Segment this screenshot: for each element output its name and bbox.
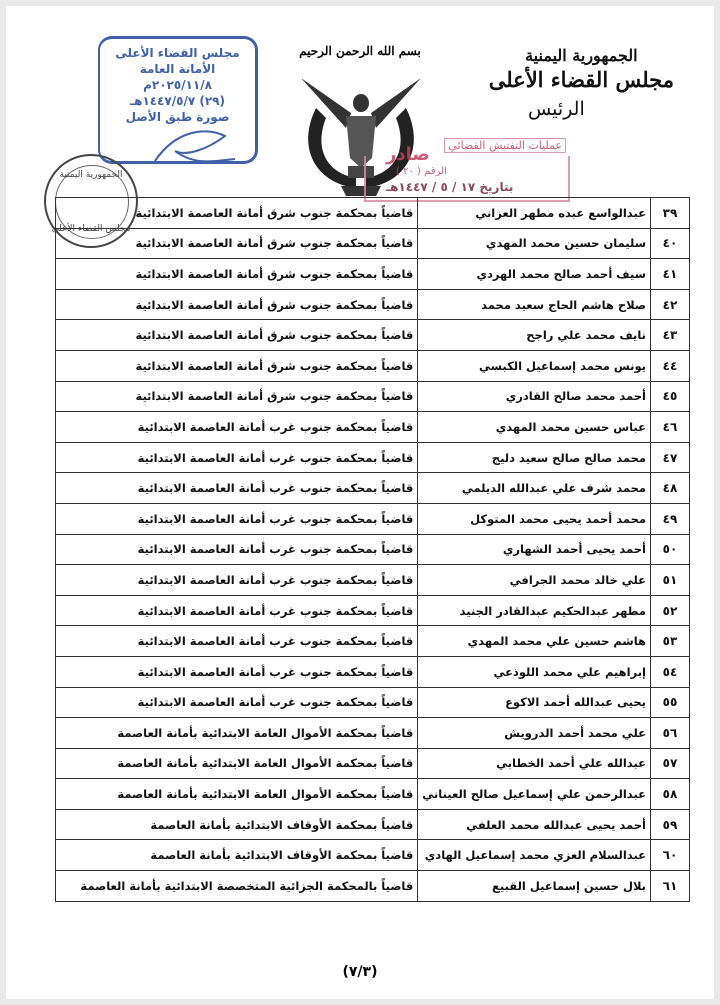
letterhead-office: الرئيس (527, 98, 585, 120)
judge-name: عبدالله علي أحمد الخطابي (418, 748, 651, 779)
judge-name: بلال حسين إسماعيل القبيع (418, 871, 651, 902)
row-number: ٥٨ (651, 779, 690, 810)
judge-position: قاضياً بمحكمة جنوب شرق أمانة العاصمة الابتدائية (56, 289, 418, 320)
judge-name: سليمان حسين محمد المهدي (418, 228, 651, 259)
judge-name: محمد صالح صالح سعيد دليج (418, 442, 651, 473)
row-number: ٤٤ (651, 350, 690, 381)
row-number: ٦١ (651, 871, 690, 902)
stamp-line: (٢٩) ١٤٤٧/٥/٧هـ (130, 94, 225, 108)
table-row (56, 381, 690, 412)
judge-name: يحيى عبدالله أحمد الاكوع (418, 687, 651, 718)
judge-position: قاضياً بمحكمة جنوب شرق أمانة العاصمة الابتدائية (56, 198, 418, 229)
judge-position: قاضياً بمحكمة جنوب شرق أمانة العاصمة الابتدائية (56, 381, 418, 412)
judge-position: قاضياً بمحكمة جنوب شرق أمانة العاصمة الابتدائية (56, 320, 418, 351)
judge-position: قاضياً بمحكمة جنوب غرب أمانة العاصمة الابتدائية (56, 442, 418, 473)
judge-name: عبدالرحمن علي إسماعيل صالح العيناني (418, 779, 651, 810)
row-number: ٥٤ (651, 656, 690, 687)
row-number: ٥٥ (651, 687, 690, 718)
stamp-number: الرقم ( ٢٠ ) (396, 166, 447, 177)
judge-position: قاضياً بمحكمة الأوقاف الابتدائية بأمانة العاصمة (56, 809, 418, 840)
table-row (56, 473, 690, 504)
stamp-line: مجلس القضاء الأعلى (115, 46, 240, 60)
stamp-line: صورة طبق الأصل (125, 110, 230, 124)
judge-name: نايف محمد علي راجح (418, 320, 651, 351)
seal-bottom-text: مجلس القضاء الأعلى (51, 224, 131, 234)
page-number: (٧/٣) (342, 964, 378, 980)
judge-position: قاضياً بمحكمة الأموال العامة الابتدائية بأمانة العاصمة (56, 718, 418, 749)
judge-name: صلاح هاشم الحاج سعيد محمد (418, 289, 651, 320)
table-row (56, 687, 690, 718)
table-row (56, 320, 690, 351)
row-number: ٤٢ (651, 289, 690, 320)
table-row (56, 871, 690, 902)
row-number: ٥٩ (651, 809, 690, 840)
judge-name: عباس حسين محمد المهدي (418, 412, 651, 443)
letterhead-country: الجمهورية اليمنية (525, 46, 638, 65)
judge-position: قاضياً بمحكمة جنوب غرب أمانة العاصمة الابتدائية (56, 687, 418, 718)
judge-position: قاضياً بمحكمة جنوب غرب أمانة العاصمة الابتدائية (56, 626, 418, 657)
table-row (56, 412, 690, 443)
row-number: ٣٩ (651, 198, 690, 229)
letterhead-council: مجلس القضاء الأعلى (488, 67, 674, 92)
judge-name: علي خالد محمد الجرافي (418, 565, 651, 596)
row-number: ٤٦ (651, 412, 690, 443)
table-row (56, 259, 690, 290)
row-number: ٤١ (651, 259, 690, 290)
judge-position: قاضياً بمحكمة جنوب شرق أمانة العاصمة الابتدائية (56, 259, 418, 290)
judge-name: عبدالواسع عبده مطهر العزاني (418, 198, 651, 229)
row-number: ٤٠ (651, 228, 690, 259)
row-number: ٤٣ (651, 320, 690, 351)
row-number: ٥١ (651, 565, 690, 596)
table-row (56, 595, 690, 626)
row-number: ٦٠ (651, 840, 690, 871)
judge-position: قاضياً بمحكمة جنوب شرق أمانة العاصمة الابتدائية (56, 228, 418, 259)
row-number: ٤٧ (651, 442, 690, 473)
table-row (56, 198, 690, 229)
judge-name: مطهر عبدالحكيم عبدالقادر الجنيد (418, 595, 651, 626)
judge-name: إبراهيم علي محمد اللوذعي (418, 656, 651, 687)
judge-position: قاضياً بمحكمة جنوب شرق أمانة العاصمة الابتدائية (56, 350, 418, 381)
table-row (56, 748, 690, 779)
table-row (56, 503, 690, 534)
row-number: ٥٢ (651, 595, 690, 626)
judge-position: قاضياً بمحكمة الأوقاف الابتدائية بأمانة العاصمة (56, 840, 418, 871)
judge-name: محمد شرف علي عبدالله الديلمي (418, 473, 651, 504)
table-row (56, 442, 690, 473)
table-row (56, 534, 690, 565)
judge-name: يونس محمد إسماعيل الكبسي (418, 350, 651, 381)
row-number: ٤٩ (651, 503, 690, 534)
row-number: ٥٣ (651, 626, 690, 657)
judge-position: قاضياً بمحكمة جنوب غرب أمانة العاصمة الابتدائية (56, 534, 418, 565)
signature-icon (145, 121, 245, 171)
table-row (56, 809, 690, 840)
table-row (56, 228, 690, 259)
judge-position: قاضياً بمحكمة جنوب غرب أمانة العاصمة الابتدائية (56, 473, 418, 504)
row-number: ٥٧ (651, 748, 690, 779)
row-number: ٥٦ (651, 718, 690, 749)
judge-position: قاضياً بمحكمة الأموال العامة الابتدائية بأمانة العاصمة (56, 748, 418, 779)
judge-name: علي محمد أحمد الدرويش (418, 718, 651, 749)
judges-table (55, 197, 690, 902)
table-row (56, 840, 690, 871)
judge-name: أحمد يحيى أحمد الشهاري (418, 534, 651, 565)
stamp-line: ٢٠٢٥/١١/٨م (143, 78, 212, 92)
table-row (56, 626, 690, 657)
judge-name: أحمد يحيى عبدالله محمد العلفي (418, 809, 651, 840)
judge-name: سيف أحمد صالح محمد الهردي (418, 259, 651, 290)
judge-position: قاضياً بمحكمة الأموال العامة الابتدائية بأمانة العاصمة (56, 779, 418, 810)
letterhead (489, 46, 674, 120)
seal-top-text: الجمهورية اليمنية (59, 170, 123, 180)
judge-position: قاضياً بمحكمة جنوب غرب أمانة العاصمة الابتدائية (56, 595, 418, 626)
judge-name: هاشم حسين علي محمد المهدي (418, 626, 651, 657)
judge-position: قاضياً بمحكمة جنوب غرب أمانة العاصمة الابتدائية (56, 656, 418, 687)
judge-position: قاضياً بمحكمة جنوب غرب أمانة العاصمة الابتدائية (56, 565, 418, 596)
judge-position: قاضياً بالمحكمة الجزائية المتخصصة الابتدائية بأمانة العاصمة (56, 871, 418, 902)
judge-name: أحمد محمد صالح القادري (418, 381, 651, 412)
table-row (56, 565, 690, 596)
stamp-status: صادر (386, 144, 430, 165)
stamp-department: عمليات التفتيش القضائي (444, 138, 566, 153)
general-secretariat-stamp (98, 36, 258, 164)
judicial-inspection-stamp (364, 139, 570, 202)
judge-name: محمد أحمد يحيى محمد المتوكل (418, 503, 651, 534)
stamp-line: الأمانة العامة (139, 62, 216, 76)
table-row (56, 656, 690, 687)
stamp-date: بتاريخ ١٧ / ٥ / ١٤٤٧هـ (386, 180, 514, 194)
table-row (56, 289, 690, 320)
table-row (56, 718, 690, 749)
basmala: بسم الله الرحمن الرحيم (299, 44, 421, 58)
row-number: ٥٠ (651, 534, 690, 565)
table-row (56, 350, 690, 381)
document-page (6, 6, 714, 999)
table-row (56, 779, 690, 810)
judge-position: قاضياً بمحكمة جنوب غرب أمانة العاصمة الابتدائية (56, 503, 418, 534)
row-number: ٤٥ (651, 381, 690, 412)
judge-name: عبدالسلام العزي محمد إسماعيل الهادي (418, 840, 651, 871)
judge-position: قاضياً بمحكمة جنوب غرب أمانة العاصمة الابتدائية (56, 412, 418, 443)
row-number: ٤٨ (651, 473, 690, 504)
